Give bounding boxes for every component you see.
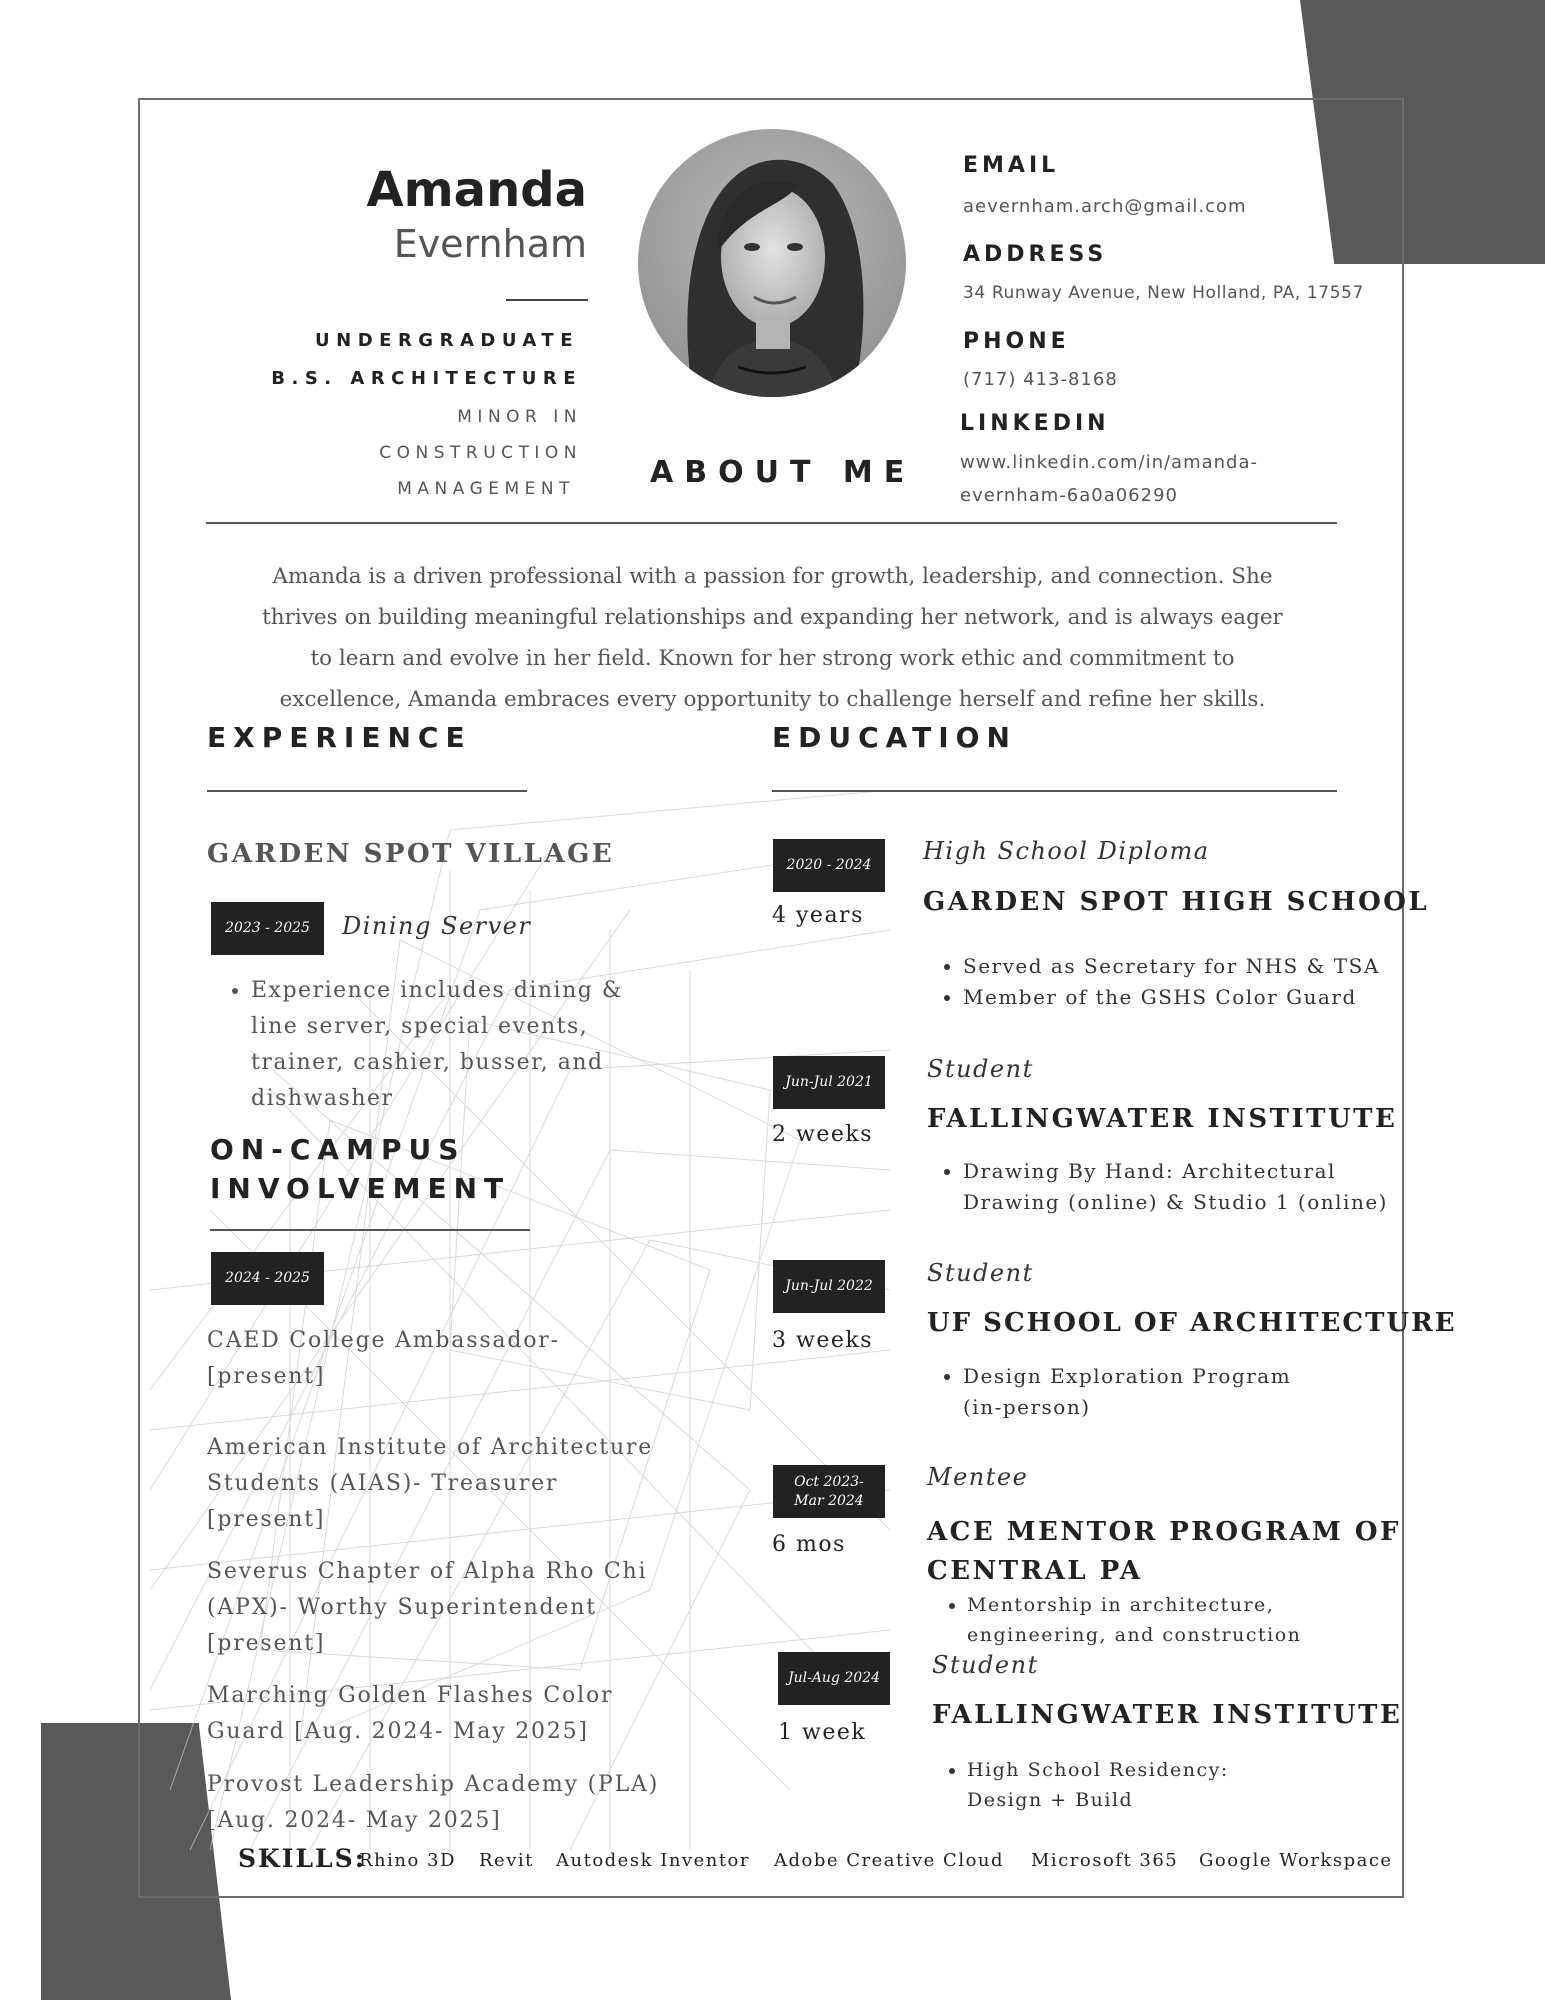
portrait-photo	[638, 129, 906, 397]
list-item: • Drawing By Hand: Architectural Drawing (online) & Studio 1 (online)	[963, 1156, 1423, 1218]
skill-item: Rhino 3D	[359, 1850, 456, 1871]
education-title: EDUCATION	[772, 721, 1017, 754]
education-bullets	[941, 1590, 1427, 1650]
experience-divider	[207, 790, 527, 792]
campus-item: Marching Golden Flashes Color Guard [Aug. 2024- May 2025]	[207, 1683, 614, 1744]
skill-item: Autodesk Inventor	[556, 1850, 750, 1871]
education-duration: 6 mos	[772, 1532, 846, 1557]
phone-label: PHONE	[963, 329, 1070, 354]
minor-line-1: MINOR IN	[457, 407, 582, 427]
skills-label: SKILLS:	[238, 1844, 366, 1873]
education-bullets	[937, 1361, 1423, 1423]
education-org: GARDEN SPOT HIGH SCHOOL	[923, 887, 1430, 917]
email-label: EMAIL	[963, 153, 1060, 178]
education-org: ACE MENTOR PROGRAM OF CENTRAL PA	[927, 1517, 1401, 1586]
header-divider	[206, 522, 1337, 524]
education-role: High School Diploma	[923, 837, 1210, 865]
list-item: • Design Exploration Program (in-person)	[963, 1361, 1423, 1423]
about-line: thrives on building meaningful relationships and expanding her network, and is always eager	[262, 605, 1283, 630]
education-role: Student	[927, 1055, 1034, 1083]
minor-line-3: MANAGEMENT	[397, 479, 575, 499]
experience-date-badge: 2023 - 2025	[211, 902, 324, 955]
education-bullets	[941, 1755, 1427, 1815]
about-me-text	[260, 556, 1285, 720]
education-role: Mentee	[927, 1463, 1029, 1491]
experience-role: Dining Server	[342, 912, 532, 940]
education-date-badge: Jul-Aug 2024	[778, 1652, 890, 1705]
list-item: • High School Residency: Design + Build	[967, 1755, 1427, 1815]
about-line: Amanda is a driven professional with a passion for growth, leadership, and connection. She	[272, 564, 1273, 589]
campus-item: Severus Chapter of Alpha Rho Chi (APX)- Worthy Superintendent [present]	[207, 1559, 648, 1656]
name-divider	[506, 299, 588, 301]
last-name: Evernham	[393, 222, 587, 266]
first-name: Amanda	[366, 162, 587, 218]
education-bullets	[937, 951, 1423, 1013]
education-org: UF SCHOOL OF ARCHITECTURE	[927, 1308, 1457, 1338]
address-label: ADDRESS	[963, 242, 1108, 267]
skill-item: Microsoft 365	[1031, 1850, 1179, 1871]
campus-title-line-1: ON-CAMPUS	[210, 1133, 466, 1166]
education-duration: 4 years	[772, 903, 864, 928]
about-me-title: ABOUT ME	[650, 455, 916, 490]
list-item: • Served as Secretary for NHS & TSA	[963, 951, 1423, 982]
about-line: excellence, Amanda embraces every opportunity to challenge herself and refine her skills.	[279, 687, 1266, 712]
education-bullets	[937, 1156, 1423, 1218]
education-role: Student	[927, 1259, 1034, 1287]
education-date-badge: 2020 - 2024	[773, 839, 885, 892]
campus-item: Provost Leadership Academy (PLA) [Aug. 2024- May 2025]	[207, 1772, 660, 1833]
phone-value[interactable]: (717) 413-8168	[963, 369, 1118, 390]
experience-title: EXPERIENCE	[207, 721, 472, 754]
education-date-badge: Jun-Jul 2022	[773, 1260, 885, 1313]
skill-item: Google Workspace	[1199, 1850, 1393, 1871]
education-org: FALLINGWATER INSTITUTE	[927, 1104, 1398, 1134]
skill-item: Revit	[479, 1850, 534, 1871]
education-duration: 3 weeks	[772, 1328, 873, 1353]
education-role: Student	[932, 1651, 1039, 1679]
minor-line-2: CONSTRUCTION	[379, 443, 582, 463]
campus-title-line-2: INVOLVEMENT	[210, 1172, 511, 1205]
linkedin-label: LINKEDIN	[960, 411, 1110, 436]
education-date-badge: Jun-Jul 2021	[773, 1056, 885, 1109]
linkedin-value-line-2[interactable]: evernham-6a0a06290	[960, 485, 1178, 506]
campus-divider	[210, 1229, 530, 1231]
experience-bullets	[225, 973, 671, 1117]
address-value: 34 Runway Avenue, New Holland, PA, 17557	[963, 283, 1364, 303]
email-value[interactable]: aevernham.arch@gmail.com	[963, 196, 1247, 217]
linkedin-value-line-1[interactable]: www.linkedin.com/in/amanda-	[960, 452, 1258, 473]
education-duration: 1 week	[778, 1720, 867, 1745]
education-divider	[772, 790, 1337, 792]
list-item: • Mentorship in architecture, engineering, and construction	[967, 1590, 1427, 1650]
campus-item: CAED College Ambassador- [present]	[207, 1328, 560, 1389]
campus-date-badge: 2024 - 2025	[211, 1252, 324, 1305]
campus-item: American Institute of Architecture Students (AIAS)- Treasurer [present]	[207, 1435, 654, 1532]
education-org: FALLINGWATER INSTITUTE	[932, 1700, 1403, 1730]
degree-line-2: B.S. ARCHITECTURE	[271, 368, 582, 389]
education-date-badge: Oct 2023- Mar 2024	[773, 1465, 885, 1518]
degree-line-1: UNDERGRADUATE	[315, 330, 579, 351]
list-item: • Experience includes dining & line server, special events, trainer, cashier, busser, and dishwasher	[251, 973, 671, 1117]
about-line: to learn and evolve in her field. Known for her strong work ethic and commitment to	[310, 646, 1235, 671]
list-item: • Member of the GSHS Color Guard	[963, 982, 1423, 1013]
education-duration: 2 weeks	[772, 1122, 873, 1147]
experience-org: GARDEN SPOT VILLAGE	[207, 839, 615, 869]
skill-item: Adobe Creative Cloud	[774, 1850, 1005, 1871]
